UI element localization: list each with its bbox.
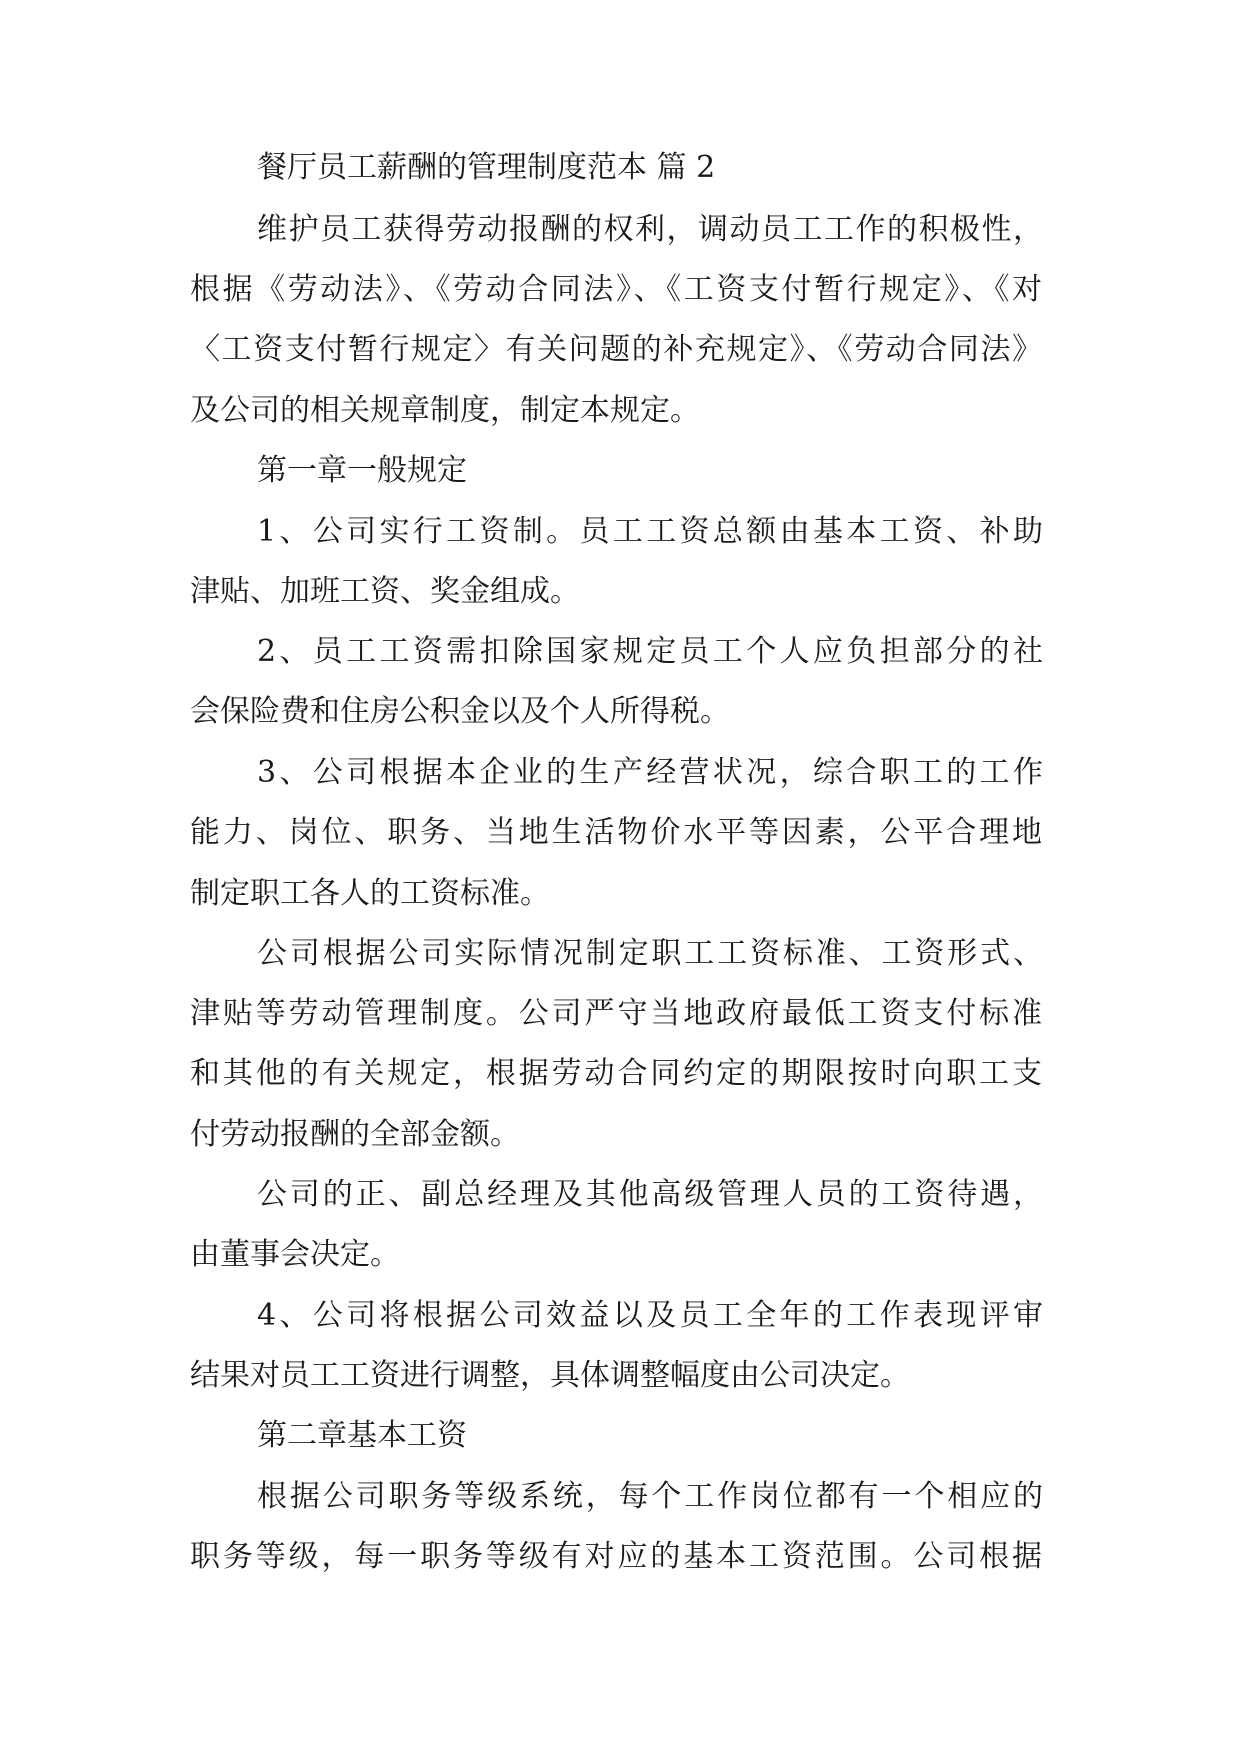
paragraph-line: 2、员工工资需扣除国家规定员工个人应负担部分的社 — [257, 634, 1043, 669]
paragraph-line: 和其他的有关规定，根据劳动合同约定的期限按时向职工支 — [190, 1056, 1042, 1091]
paragraph-line: 〈工资支付暂行规定〉有关问题的补充规定》、《劳动合同法》 — [190, 332, 1042, 367]
document-title: 餐厅员工薪酬的管理制度范本 篇 2 — [257, 150, 716, 185]
paragraph-line: 1、公司实行工资制。员工工资总额由基本工资、补助 — [257, 514, 1043, 549]
paragraph-line: 职务等级，每一职务等级有对应的基本工资范围。公司根据 — [190, 1539, 1042, 1574]
paragraph-line: 维护员工获得劳动报酬的权利，调动员工工作的积极性， — [257, 212, 1043, 247]
paragraph-line: 根据《劳动法》、《劳动合同法》、《工资支付暂行规定》、《对 — [190, 272, 1042, 307]
paragraph-line: 津贴等劳动管理制度。公司严守当地政府最低工资支付标准 — [190, 996, 1042, 1031]
paragraph-line: 会保险费和住房公积金以及个人所得税。 — [190, 694, 730, 729]
paragraph-line: 结果对员工工资进行调整，具体调整幅度由公司决定。 — [190, 1358, 910, 1393]
paragraph-line: 及公司的相关规章制度，制定本规定。 — [190, 393, 700, 428]
paragraph-line: 4、公司将根据公司效益以及员工全年的工作表现评审 — [257, 1298, 1043, 1333]
paragraph-line: 根据公司职务等级系统，每个工作岗位都有一个相应的 — [257, 1479, 1043, 1514]
paragraph-line: 制定职工各人的工资标准。 — [190, 876, 550, 911]
chapter-heading: 第一章一般规定 — [257, 453, 467, 488]
paragraph-line: 由董事会决定。 — [190, 1237, 400, 1272]
paragraph-line: 3、公司根据本企业的生产经营状况，综合职工的工作 — [257, 755, 1043, 790]
paragraph-line: 能力、岗位、职务、当地生活物价水平等因素，公平合理地 — [190, 815, 1042, 850]
paragraph-line: 公司的正、副总经理及其他高级管理人员的工资待遇， — [257, 1177, 1043, 1212]
chapter-heading: 第二章基本工资 — [257, 1418, 467, 1453]
paragraph-line: 津贴、加班工资、奖金组成。 — [190, 574, 580, 609]
paragraph-line: 公司根据公司实际情况制定职工工资标准、工资形式、 — [257, 936, 1043, 971]
paragraph-line: 付劳动报酬的全部金额。 — [190, 1117, 520, 1152]
